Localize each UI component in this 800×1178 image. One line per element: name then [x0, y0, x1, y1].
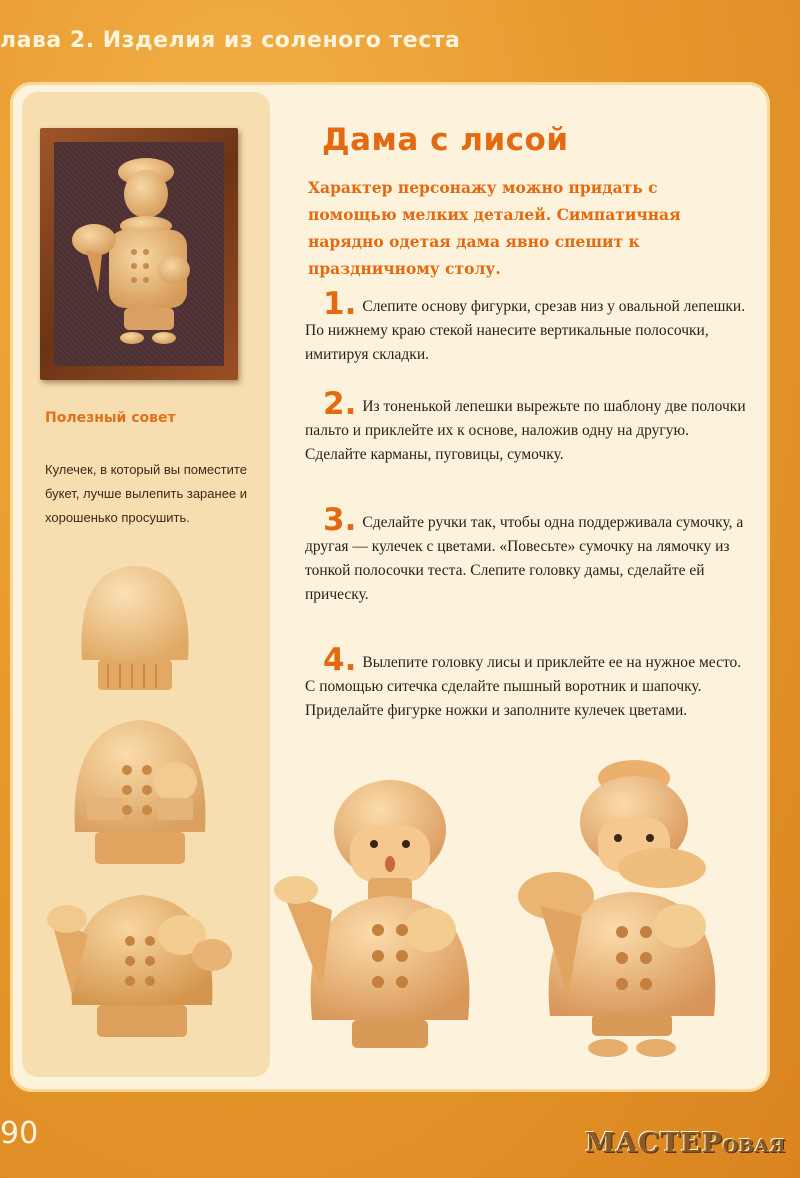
finished-figure-with-fox-image [512, 756, 742, 1062]
step-text: Слепите основу фигурки, срезав низ у овальной лепешки. По нижнему краю стекой нанесите вертикальные полосочки, имитируя складки. [305, 298, 746, 363]
page-title: Дама с лисой [322, 122, 569, 158]
chapter-header: лава 2. Изделия из соленого теста [0, 28, 461, 53]
finished-figure-image [54, 142, 224, 366]
watermark-small: ОВАЯ [722, 1136, 786, 1157]
step-number: 3. [323, 502, 357, 538]
step-number: 2. [323, 386, 357, 422]
intro-paragraph: Характер персонажу можно придать с помощью мелких деталей. Симпатичная нарядно одетая дама явно спешит к праздничному столу. [308, 178, 681, 278]
tip-text: Кулечек, в который вы поместите букет, лучше вылепить заранее и хорошенько просушить. [45, 462, 248, 525]
step-text: Сделайте ручки так, чтобы одна поддерживала сумочку, а другая — кулечек с цветами. «Повесьте» сумочку на лямочку из тонкой полосочки теста. Слепите головку дамы, сделайте ей прическу. [305, 514, 744, 603]
page-number: 90 [0, 1116, 39, 1151]
framed-figure-photo [40, 128, 238, 380]
step-number: 1. [323, 286, 357, 322]
site-watermark [585, 1128, 786, 1159]
step-1 [305, 286, 750, 367]
watermark-big: МАСТЕР [585, 1128, 723, 1159]
step-text: Вылепите головку лисы и приклейте ее на нужное место. С помощью ситечка сделайте пышный воротник и шапочку. Приделайте фигурке ножки и заполните кулечек цветами. [305, 654, 742, 719]
step-text: Из тоненькой лепешки вырежьте по шаблону две полочки пальто и приклейте их к основе, наложив одну на другую. Сделайте карманы, пуговицы, сумочку. [305, 398, 746, 463]
step-3-figure-image [42, 885, 237, 1045]
step-2-figure-image [65, 712, 215, 872]
step-4 [305, 642, 750, 723]
step-number: 4. [323, 642, 357, 678]
tip-title: Полезный совет [45, 410, 176, 426]
figure-before-fox-image [272, 770, 502, 1060]
step-3 [305, 502, 750, 607]
step-1-figure-image [70, 560, 200, 700]
step-2 [305, 386, 750, 467]
